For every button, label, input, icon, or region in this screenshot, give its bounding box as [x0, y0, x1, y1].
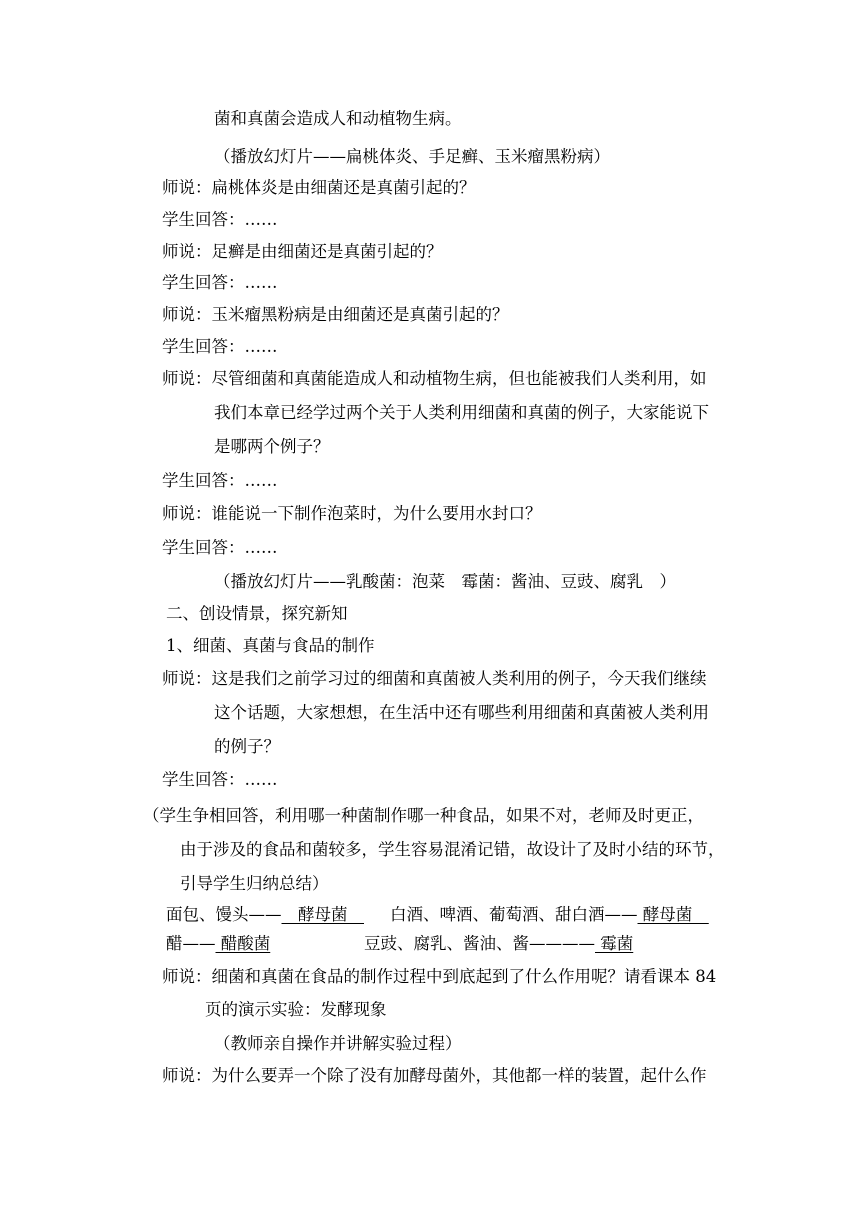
- student-line: 学生回答：……: [162, 770, 278, 789]
- section-heading: 二、创设情景，探究新知: [166, 604, 348, 623]
- student-line: 学生回答：……: [162, 538, 278, 557]
- teacher-line: 师说：谁能说一下制作泡菜时，为什么要用水封口？: [162, 504, 542, 523]
- food-label: 醋——: [166, 934, 216, 953]
- student-line: 学生回答：……: [162, 273, 278, 292]
- student-line: 学生回答：……: [162, 471, 278, 490]
- teacher-line: 师说：细菌和真菌在食品的制作过程中到底起到了什么作用呢？请看课本 84: [162, 967, 717, 986]
- answer-blank: 霉菌: [595, 934, 634, 953]
- teacher-line-cont: 我们本章已经学过两个关于人类利用细菌和真菌的例子，大家能说下: [214, 403, 709, 422]
- teacher-line-cont: 这个话题，大家想想，在生活中还有哪些利用细菌和真菌被人类利用: [214, 703, 709, 722]
- summary-row: [390, 905, 709, 925]
- teacher-line-cont: 是哪两个例子？: [214, 437, 330, 456]
- teacher-line: 师说：玉米瘤黑粉病是由细菌还是真菌引起的？: [162, 305, 509, 324]
- answer-blank: 酵母菌: [637, 905, 709, 924]
- slide-note: （播放幻灯片——扁桃体炎、手足癣、玉米瘤黑粉病）: [214, 147, 610, 166]
- answer-blank: 醋酸菌: [215, 934, 271, 953]
- teacher-line: 师说：足癣是由细菌还是真菌引起的？: [162, 242, 443, 261]
- teacher-line: 师说：扁桃体炎是由细菌还是真菌引起的？: [162, 178, 476, 197]
- teacher-line: 师说：这是我们之前学习过的细菌和真菌被人类利用的例子，今天我们继续: [162, 669, 707, 688]
- note-line-cont: 引导学生归纳总结）: [180, 874, 329, 893]
- answer-blank: 酵母菌: [281, 905, 364, 924]
- text-line: 菌和真菌会造成人和动植物生病。: [214, 109, 462, 128]
- food-label: 白酒、啤酒、葡萄酒、甜白酒——: [390, 905, 638, 924]
- teacher-line-cont: 页的演示实验：发酵现象: [205, 1000, 387, 1019]
- teacher-line-cont: 的例子？: [214, 737, 280, 756]
- teacher-line: 师说：尽管细菌和真菌能造成人和动植物生病，但也能被我们人类利用，如: [162, 369, 707, 388]
- teacher-line: 师说：为什么要弄一个除了没有加酵母菌外，其他都一样的装置，起什么作: [162, 1066, 707, 1085]
- food-label: 面包、馒头——: [166, 905, 282, 924]
- summary-row: [364, 934, 633, 954]
- action-note: （教师亲自操作并讲解实验过程）: [214, 1034, 462, 1053]
- note-line-cont: 由于涉及的食品和菌较多，学生容易混淆记错，故设计了及时小结的环节，: [180, 840, 725, 859]
- student-line: 学生回答：……: [162, 337, 278, 356]
- summary-row: [166, 934, 270, 954]
- student-line: 学生回答：……: [162, 210, 278, 229]
- subsection-heading: 1、细菌、真菌与食品的制作: [166, 636, 375, 655]
- slide-note: （播放幻灯片——乳酸菌：泡菜 霉菌：酱油、豆豉、腐乳 ）: [214, 572, 676, 591]
- note-line: （学生争相回答，利用哪一种菌制作哪一种食品，如果不对，老师及时更正，: [143, 806, 704, 825]
- summary-row: [166, 905, 364, 925]
- food-label: 豆豉、腐乳、酱油、酱————: [364, 934, 595, 953]
